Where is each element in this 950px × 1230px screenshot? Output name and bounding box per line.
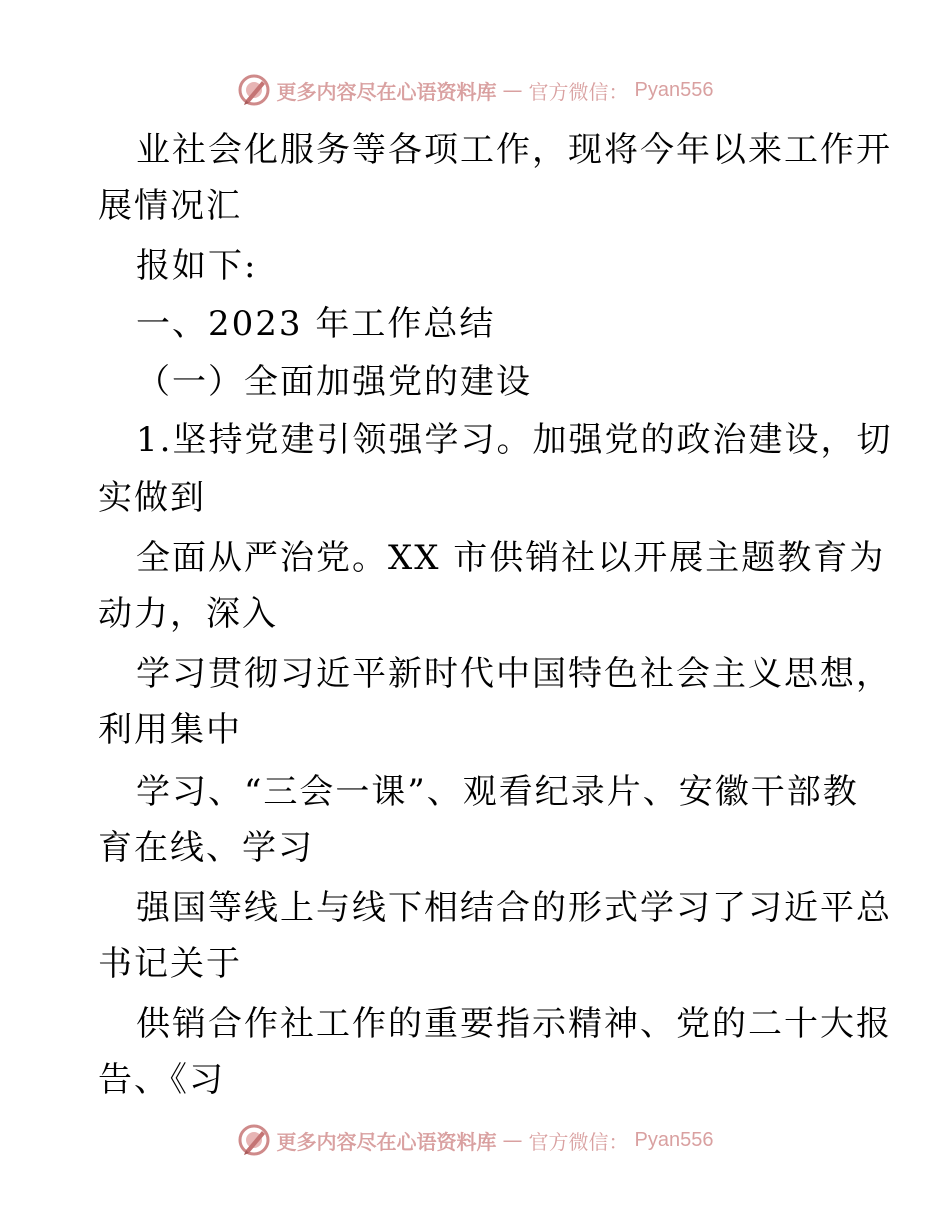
body-line: 学习、“三会一课”、观看纪录片、安徽干部教 [136, 772, 859, 812]
body-line: 强国等线上与线下相结合的形式学习了习近平总 [136, 888, 892, 928]
body-line: 供销合作社工作的重要指示精神、党的二十大报 [136, 1004, 892, 1044]
watermark-main-text: 更多内容尽在心语资料库 [276, 79, 497, 104]
watermark-dash: — [502, 1128, 523, 1152]
body-line: 动力，深入 [98, 594, 278, 634]
section-heading: 一、2023 年工作总结 [136, 304, 496, 344]
body-line: 业社会化服务等各项工作，现将今年以来工作开 [136, 130, 892, 170]
watermark-dash: — [502, 78, 523, 102]
body-line: 告、《习 [98, 1060, 225, 1100]
watermark-sub-text: 官方微信： [528, 79, 629, 104]
footer-watermark [0, 1120, 950, 1160]
pen-seal-logo-icon [237, 1123, 271, 1157]
watermark-wechat-id: Pyan556 [634, 78, 714, 101]
body-line: 利用集中 [98, 710, 242, 750]
watermark-main-text: 更多内容尽在心语资料库 [276, 1129, 497, 1154]
body-line: 实做到 [98, 478, 206, 518]
body-line: 1.坚持党建引领强学习。加强党的政治建设，切 [136, 420, 893, 460]
body-line: 学习贯彻习近平新时代中国特色社会主义思想， [136, 654, 892, 694]
body-line: 全面从严治党。XX 市供销社以开展主题教育为 [136, 538, 886, 578]
watermark-wechat-id: Pyan556 [634, 1128, 714, 1151]
watermark-sub-text: 官方微信： [528, 1129, 629, 1154]
body-line: 书记关于 [98, 944, 242, 984]
pen-seal-logo-icon [237, 73, 271, 107]
body-line: 育在线、学习 [98, 828, 314, 868]
body-line: 报如下: [136, 246, 258, 286]
subsection-heading: （一）全面加强党的建设 [136, 362, 532, 402]
header-watermark [0, 70, 950, 110]
body-line: 展情况汇 [98, 186, 242, 226]
